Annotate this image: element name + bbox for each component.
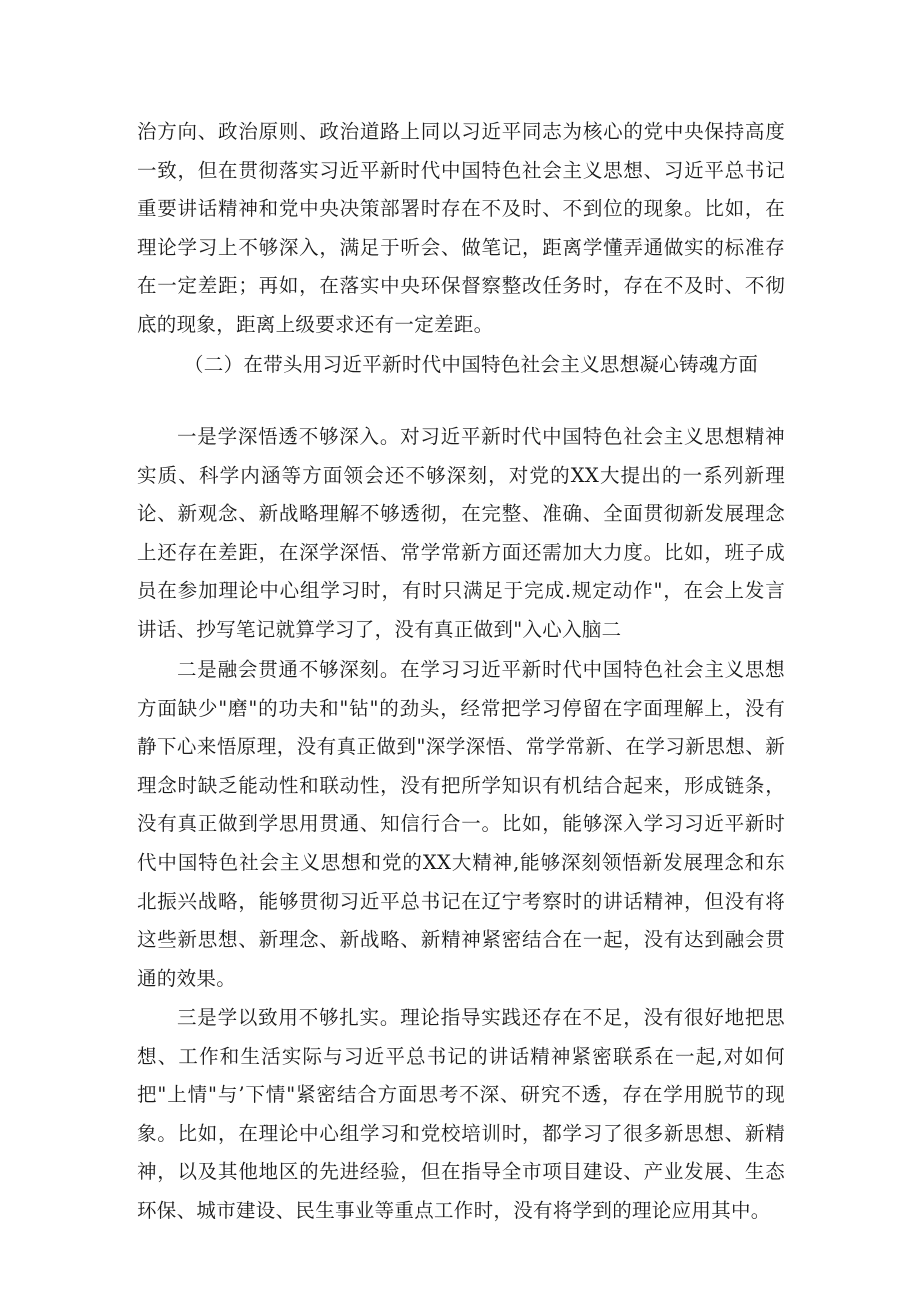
paragraph-application: 三是学以致用不够扎实。理论指导实践还存在不足，没有很好地把思想、工作和生活实际与习近平总书记的讲话精神紧密联系在一起,对如何把"上情"与’下情"紧密结合方面思考不深、研究不透，存在学用脱节的现象。比如，在理论中心组学习和党校培训时，都学习了很多新思想、新精神，以及其他地区的先进经验，但在指导全市项目建设、产业发展、生态环保、城市建设、民生事业等重点工作时，没有将学到的理论应用其中。 [137, 1006, 785, 1222]
paragraph-integration: 二是融会贯通不够深刻。在学习习近平新时代中国特色社会主义思想方面缺少"磨"的功夫和"钻"的劲头，经常把学习停留在字面理解上，没有静下心来悟原理，没有真正做到"深学深悟、常学常新、在学习新思想、新理念时缺乏能动性和联动性，没有把所学知识有机结合起来，形成链条，没有真正做到学思用贯通、知信行合一。比如，能够深入学习习近平新时代中国特色社会主义思想和党的XX大精神,能够深刻领悟新发展理念和东北振兴战略，能够贯彻习近平总书记在辽宁考察时的讲话精神，但没有将这些新思想、新理念、新战略、新精神紧密结合在一起，没有达到融会贯通的效果。 [137, 658, 785, 990]
paragraph-political-alignment: 治方向、政治原则、政治道路上同以习近平同志为核心的党中央保持高度一致，但在贯彻落实习近平新时代中国特色社会主义思想、习近平总书记重要讲话精神和党中央决策部署时存在不及时、不到位的现象。比如，在理论学习上不够深入，满足于听会、做笔记，距离学懂弄通做实的标准存在一定差距；再如，在落实中央环保督察整改任务时，存在不及时、不彻底的现象，距离上级要求还有一定差距。 [137, 120, 785, 336]
paragraph-study-depth: 一是学深悟透不够深入。对习近平新时代中国特色社会主义思想精神实质、科学内涵等方面领会还不够深刻，对党的XX大提出的一系列新理论、新观念、新战略理解不够透彻，在完整、准确、全面贯彻新发展理念上还存在差距，在深学深悟、常学常新方面还需加大力度。比如，班子成员在参加理论中心组学习时，有时只满足于完成.规定动作"，在会上发言讲话、抄写笔记就算学习了，没有真正做到"入心入脑二 [137, 425, 785, 641]
section-heading-2: （二）在带头用习近平新时代中国特色社会主义思想凝心铸魂方面 [184, 353, 759, 376]
